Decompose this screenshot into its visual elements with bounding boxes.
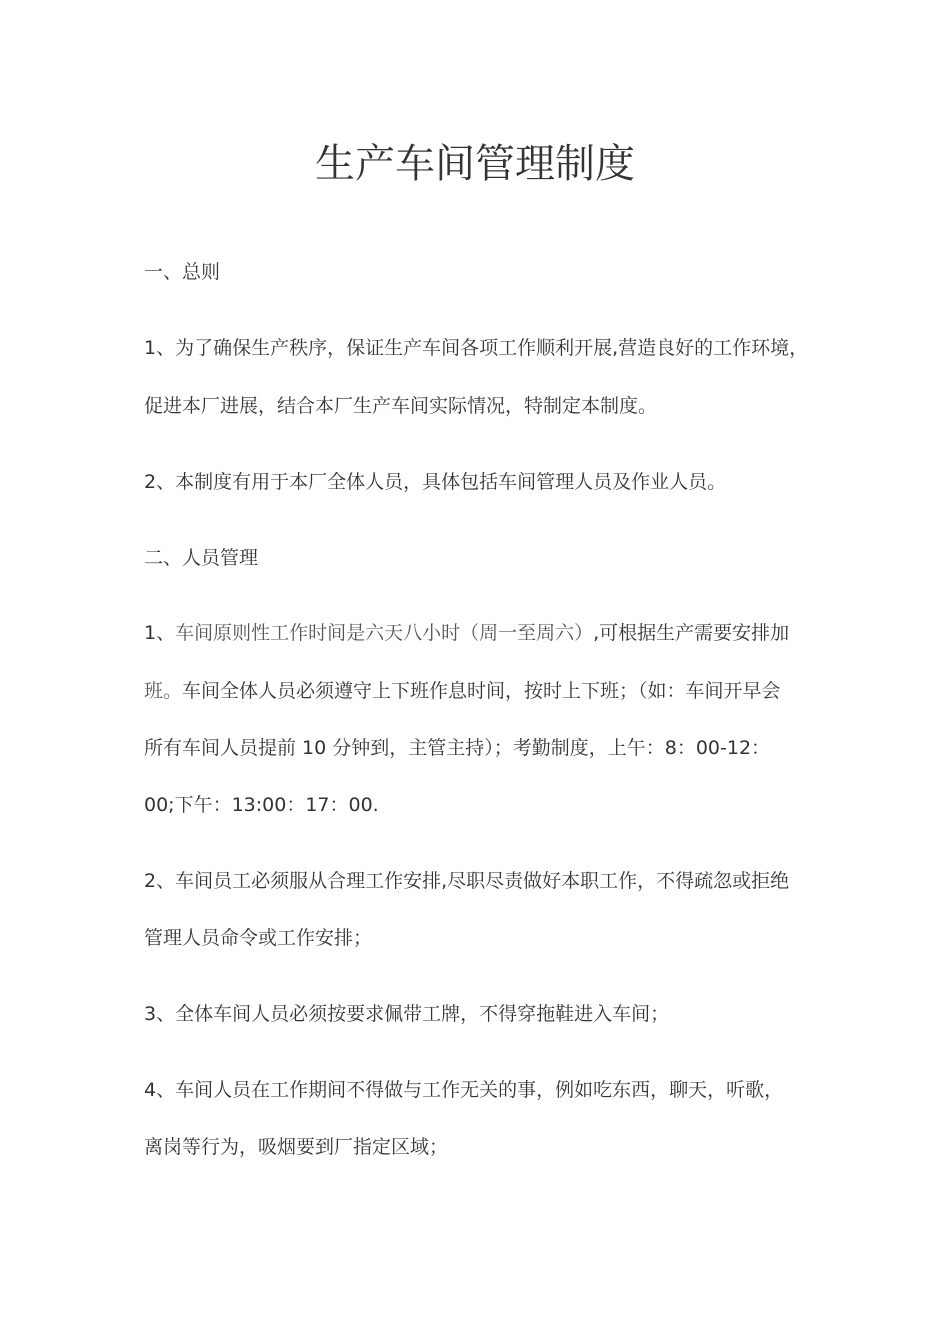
- body-text: ,可根据生产需要安排加: [593, 622, 790, 644]
- paragraph-personnel-2-line-1: 2、车间员工必须服从合理工作安排,尽职尽责做好本职工作，不得疏忽或拒绝: [144, 870, 790, 892]
- section-heading-personnel: 二、人员管理: [144, 547, 259, 569]
- paragraph-personnel-2-line-2: 管理人员命令或工作安排；: [144, 927, 373, 949]
- serif-text: 班。: [144, 680, 183, 702]
- paragraph-personnel-1-line-1: [144, 619, 824, 647]
- paragraph-personnel-1-line-2: [144, 677, 824, 705]
- paragraph-personnel-1-line-3: 所有车间人员提前 10 分钟到，主管主持）；考勤制度，上午：8：00-12：: [144, 737, 771, 759]
- paragraph-personnel-3: 3、全体车间人员必须按要求佩带工牌，不得穿拖鞋进入车间；: [144, 1003, 670, 1025]
- paragraph-personnel-1-line-4: 00;下午：13:00：17：00.: [144, 794, 379, 816]
- document-title: 生产车间管理制度: [315, 141, 635, 187]
- serif-text: 车间原则性工作时间是六天八小时（周一至周六）: [175, 622, 594, 644]
- section-heading-general: 一、总则: [144, 261, 221, 283]
- paragraph-general-1-line-2: 促进本厂进展，结合本厂生产车间实际情况，特制定本制度。: [144, 395, 658, 417]
- paragraph-personnel-4-line-2: 离岗等行为，吸烟要到厂指定区域；: [144, 1136, 449, 1158]
- item-number: 1、: [144, 622, 176, 644]
- paragraph-general-1-line-1: 1、为了确保生产秩序，保证生产车间各项工作顺利开展,营造良好的工作环境，: [144, 337, 809, 359]
- paragraph-personnel-4-line-1: 4、车间人员在工作期间不得做与工作无关的事，例如吃东西，聊天，听歌，: [144, 1079, 784, 1101]
- paragraph-general-2: 2、本制度有用于本厂全体人员，具体包括车间管理人员及作业人员。: [144, 471, 727, 493]
- body-text: 车间全体人员必须遵守上下班作息时间，按时上下班；（如：车间开早会: [182, 680, 781, 702]
